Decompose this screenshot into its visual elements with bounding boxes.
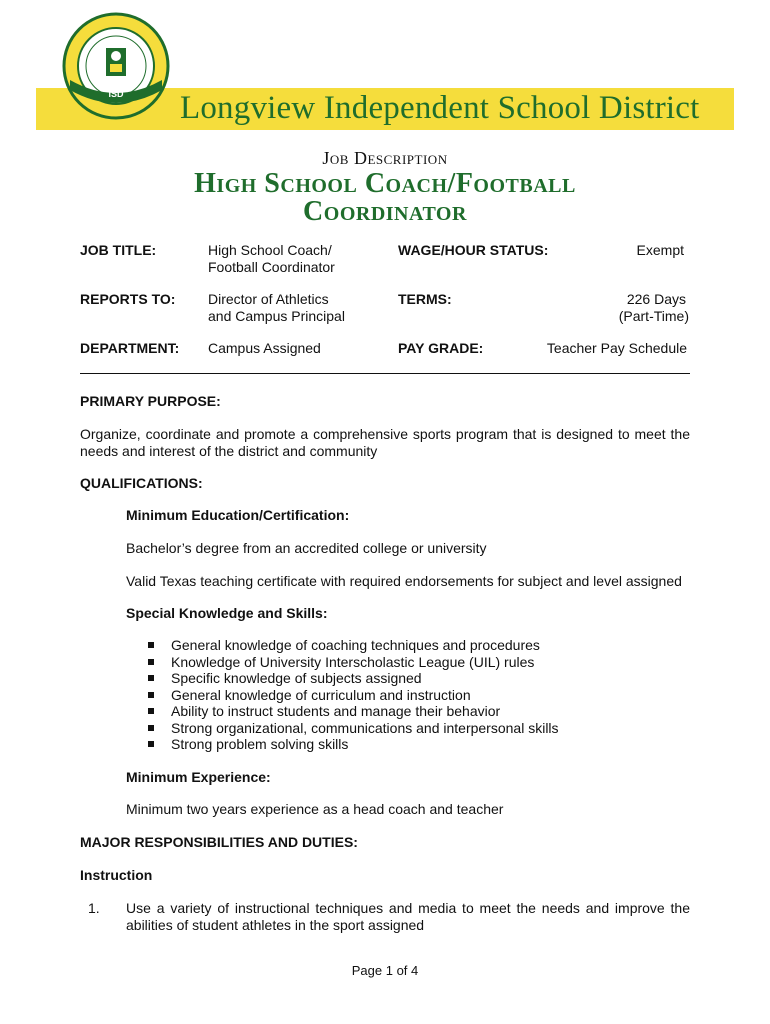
reports-to-value-line1: Director of Athletics — [208, 291, 329, 307]
job-title-label: JOB TITLE: — [80, 242, 157, 258]
education-heading: Minimum Education/Certification: — [126, 507, 350, 523]
job-title-value-line1: High School Coach/ — [208, 242, 332, 258]
bullet-icon — [148, 642, 154, 648]
experience-text: Minimum two years experience as a head coach and teacher — [126, 801, 504, 817]
job-title-value-line2: Football Coordinator — [208, 259, 335, 275]
page-number: Page 1 of 4 — [351, 963, 419, 978]
bullet-icon — [148, 675, 154, 681]
pay-grade-value: Teacher Pay Schedule — [546, 340, 687, 356]
bullet-icon — [148, 692, 154, 698]
department-value: Campus Assigned — [208, 340, 321, 356]
bullet-icon — [148, 659, 154, 665]
list-item: Ability to instruct students and manage their behavior — [148, 703, 559, 720]
duty-item-number: 1. — [88, 900, 100, 916]
district-name: Longview Independent School District — [180, 90, 700, 126]
list-item: Knowledge of University Interscholastic League (UIL) rules — [148, 654, 559, 671]
section-divider — [80, 373, 690, 374]
district-seal — [62, 12, 170, 120]
job-title-heading-line2: Coordinator — [303, 196, 467, 227]
bullet-icon — [148, 708, 154, 714]
wage-status-label: WAGE/HOUR STATUS: — [398, 242, 549, 258]
experience-heading: Minimum Experience: — [126, 769, 271, 785]
list-item: General knowledge of curriculum and instruction — [148, 687, 559, 704]
bullet-icon — [148, 741, 154, 747]
document-heading: Job Description — [322, 148, 448, 168]
list-item: Specific knowledge of subjects assigned — [148, 670, 559, 687]
terms-label: TERMS: — [398, 291, 452, 307]
terms-value-line2: (Part-Time) — [618, 308, 689, 324]
duty-item-text: Use a variety of instructional techniques and media to meet the needs and improve the abilities of student athletes in the sport assigned — [126, 900, 690, 933]
list-item: General knowledge of coaching techniques and procedures — [148, 637, 559, 654]
job-title-heading-line1: High School Coach/Football — [194, 168, 576, 199]
reports-to-label: REPORTS TO: — [80, 291, 176, 307]
bullet-icon — [148, 725, 154, 731]
svg-text:ISD: ISD — [108, 89, 124, 99]
duties-heading: MAJOR RESPONSIBILITIES AND DUTIES: — [80, 834, 358, 850]
instruction-subheading: Instruction — [80, 867, 153, 883]
skills-list — [148, 637, 559, 753]
pay-grade-label: PAY GRADE: — [398, 340, 484, 356]
list-item: Strong problem solving skills — [148, 736, 559, 753]
education-item-2: Valid Texas teaching certificate with required endorsements for subject and level assigned — [126, 573, 682, 589]
primary-purpose-text: Organize, coordinate and promote a comprehensive sports program that is designed to meet the needs and interest of the district and community — [80, 426, 690, 459]
primary-purpose-heading: PRIMARY PURPOSE: — [80, 393, 221, 409]
education-item-1: Bachelor’s degree from an accredited college or university — [126, 540, 487, 556]
terms-value-line1: 226 Days — [626, 291, 686, 307]
wage-status-value: Exempt — [636, 242, 684, 258]
department-label: DEPARTMENT: — [80, 340, 180, 356]
skills-heading: Special Knowledge and Skills: — [126, 605, 328, 621]
reports-to-value-line2: and Campus Principal — [208, 308, 345, 324]
list-item: Strong organizational, communications and interpersonal skills — [148, 720, 559, 737]
qualifications-heading: QUALIFICATIONS: — [80, 475, 203, 491]
